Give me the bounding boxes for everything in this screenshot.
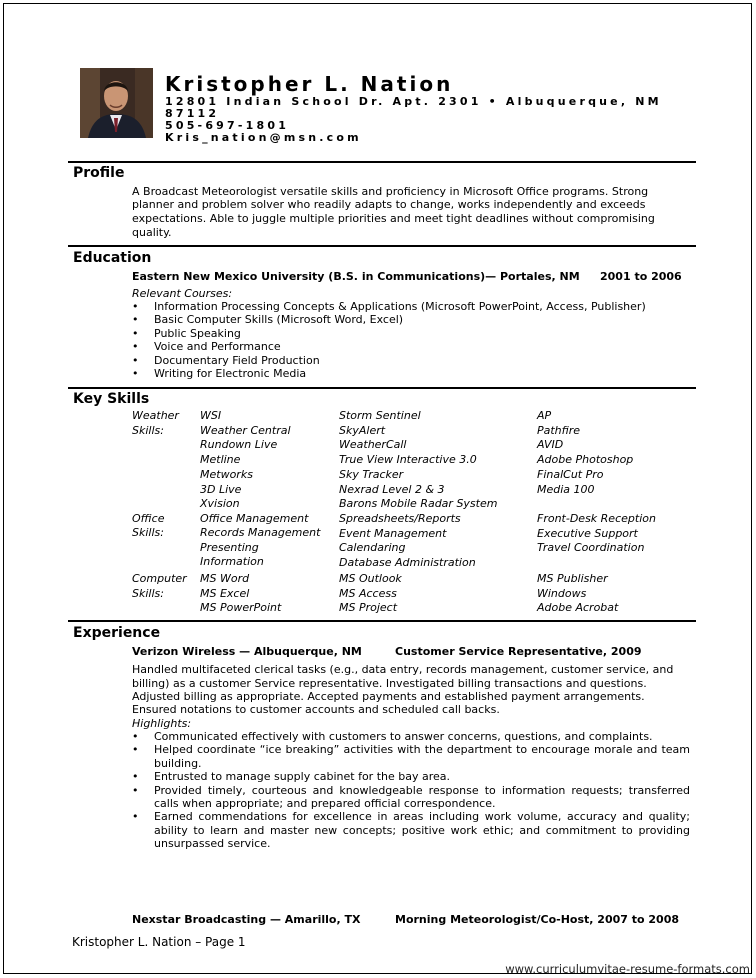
- job-description: billing) as a customer Service representative. Investigated billing transactions and questions.: [132, 677, 647, 690]
- education-years: 2001 to 2006: [600, 270, 682, 283]
- skill-column: Front-Desk Reception Executive Support Travel Coordination: [537, 512, 656, 555]
- course-list: [132, 300, 694, 380]
- profile-heading: Profile: [73, 165, 125, 181]
- job-employer: Nexstar Broadcasting — Amarillo, TX: [132, 913, 361, 926]
- highlights-list: [132, 730, 690, 851]
- list-item: • Voice and Performance: [132, 340, 694, 353]
- list-item: • Entrusted to manage supply cabinet for the bay area.: [132, 770, 690, 783]
- job-title: Customer Service Representative, 2009: [395, 645, 642, 658]
- job-employer: Verizon Wireless — Albuquerque, NM: [132, 645, 362, 658]
- list-item: • Communicated effectively with customers to answer concerns, questions, and complaints.: [132, 730, 690, 743]
- skills-heading: Key Skills: [73, 391, 150, 407]
- zip-code: 87112: [165, 107, 220, 120]
- divider: [68, 620, 696, 622]
- divider: [68, 245, 696, 247]
- courses-label: Relevant Courses:: [132, 287, 233, 300]
- skill-column: Storm Sentinel SkyAlert WeatherCall True View Interactive 3.0 Sky Tracker Nexrad Level 2 & 3 Barons Mobile Radar System: [339, 409, 498, 511]
- list-item: • Information Processing Concepts & Applications (Microsoft PowerPoint, Access, Publisher): [132, 300, 694, 313]
- skill-group-label: Office Skills:: [132, 512, 165, 540]
- list-item: • Writing for Electronic Media: [132, 367, 694, 380]
- skill-group-label: Computer Skills:: [132, 572, 187, 600]
- job-description: Handled multifaceted clerical tasks (e.g., data entry, records management, customer service, and: [132, 663, 674, 676]
- job-title: Morning Meteorologist/Co-Host, 2007 to 2008: [395, 913, 680, 926]
- experience-heading: Experience: [73, 625, 161, 641]
- profile-text: quality.: [132, 226, 172, 239]
- list-item: • Public Speaking: [132, 327, 694, 340]
- job-description: Adjusted billing as appropriate. Accepted payments and established payment arrangements.: [132, 690, 645, 703]
- list-item: • Provided timely, courteous and knowledgeable response to information requests; transferred calls when appropriate; and prepared official correspondence.: [132, 784, 690, 811]
- list-item: • Basic Computer Skills (Microsoft Word, Excel): [132, 313, 694, 326]
- list-item: • Helped coordinate “ice breaking” activities with the department to encourage morale and team building.: [132, 743, 690, 770]
- skill-column: MS Outlook MS Access MS Project: [339, 572, 402, 615]
- profile-text: A Broadcast Meteorologist versatile skills and proficiency in Microsoft Office programs. Strong: [132, 185, 649, 198]
- job-description: Ensured notations to customer accounts and scheduled call backs.: [132, 703, 500, 716]
- school: Eastern New Mexico University (B.S. in Communications)— Portales, NM: [132, 270, 580, 283]
- address: 12801 Indian School Dr. Apt. 2301 • Albuquerque, NM: [165, 95, 662, 108]
- skill-column: Spreadsheets/Reports Event Management Calendaring Database Administration: [339, 512, 476, 570]
- skill-column: Office Management Records Management Presenting Information: [200, 512, 321, 568]
- watermark-url: www.curriculumvitae-resume-formats.com: [505, 962, 750, 976]
- divider: [68, 387, 696, 389]
- profile-photo: [80, 68, 153, 138]
- profile-text: planner and problem solver who readily adapts to change, works independently and exceeds: [132, 198, 646, 211]
- skill-column: WSI Weather Central Rundown Live Metline Metworks 3D Live Xvision: [200, 409, 291, 511]
- highlights-label: Highlights:: [132, 717, 192, 730]
- email: Kris_nation@msn.com: [165, 131, 362, 144]
- education-heading: Education: [73, 250, 152, 266]
- skill-column: MS Publisher Windows Adobe Acrobat: [537, 572, 619, 615]
- skill-column: MS Word MS Excel MS PowerPoint: [200, 572, 282, 615]
- profile-text: expectations. Able to juggle multiple priorities and meet tight deadlines without compromising: [132, 212, 655, 225]
- skill-group-label: Weather Skills:: [132, 409, 179, 437]
- phone: 505-697-1801: [165, 119, 290, 132]
- divider: [68, 161, 696, 163]
- skill-column: AP Pathfire AVID Adobe Photoshop FinalCut Pro Media 100: [537, 409, 634, 496]
- list-item: • Earned commendations for excellence in areas including work volume, accuracy and quality; ability to learn and master new concepts; positive work ethic; and commitment to providing unsurpassed service.: [132, 810, 690, 850]
- list-item: • Documentary Field Production: [132, 354, 694, 367]
- candidate-name: Kristopher L. Nation: [165, 72, 454, 96]
- page-footer: Kristopher L. Nation – Page 1: [72, 935, 246, 949]
